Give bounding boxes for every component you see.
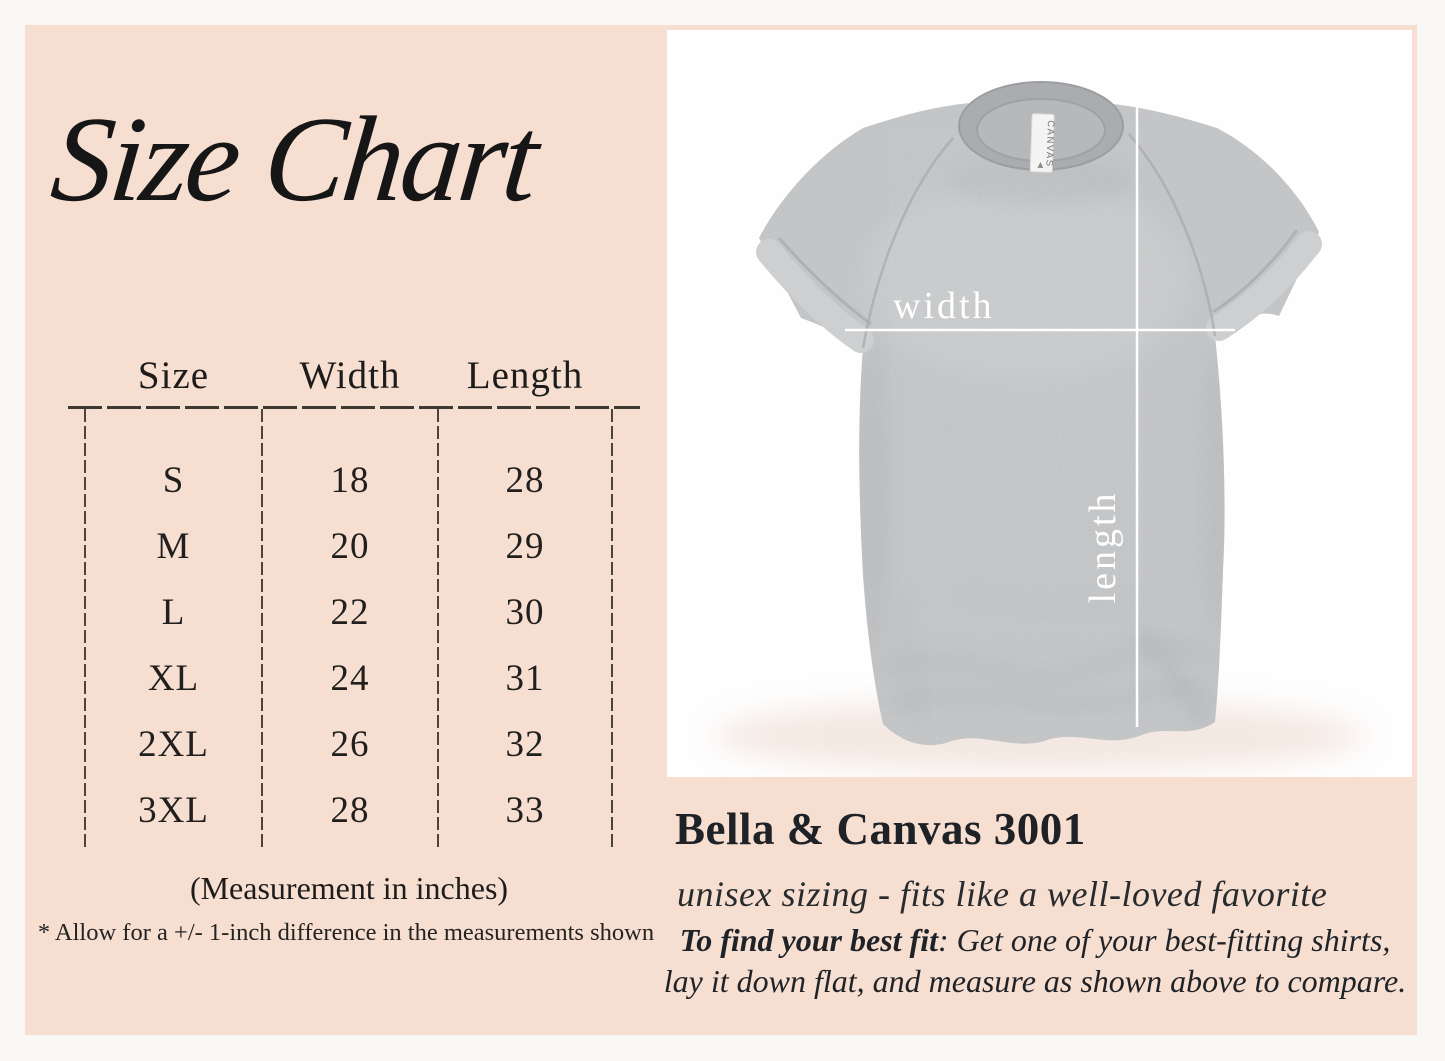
- cell-width: 18: [330, 459, 370, 501]
- fit-tip-line2: lay it down flat, and measure as shown above to compare.: [663, 963, 1407, 999]
- length-label: length: [1082, 490, 1124, 604]
- shirt-photo: [667, 30, 1412, 777]
- cell-size: S: [162, 459, 185, 501]
- tshirt-illustration: [667, 30, 1412, 777]
- cell-width: 20: [330, 525, 370, 567]
- cell-length: 30: [505, 591, 545, 633]
- col-header-length: Length: [466, 353, 584, 397]
- cell-size: XL: [147, 657, 200, 699]
- measurement-units-note: (Measurement in inches): [189, 870, 509, 906]
- cell-size: 2XL: [138, 723, 209, 765]
- fit-tip-lead: To find your best fit: [679, 922, 938, 958]
- cell-length: 32: [505, 723, 545, 765]
- width-label: width: [893, 285, 995, 327]
- size-table-header: [85, 347, 612, 403]
- neck-tag: [1030, 114, 1056, 173]
- fit-tip-line1: : Get one of your best-fitting shirts,: [937, 922, 1391, 958]
- cell-width: 24: [330, 657, 370, 699]
- tolerance-footnote: * Allow for a +/- 1-inch difference in the measurements shown: [37, 919, 655, 946]
- cell-length: 29: [505, 525, 545, 567]
- size-table-body: [85, 409, 612, 851]
- cell-size: L: [161, 591, 186, 633]
- product-name: Bella & Canvas 3001: [675, 804, 1086, 854]
- fit-tip: [650, 920, 1420, 1002]
- cell-size: M: [156, 525, 191, 567]
- peach-panel: [25, 25, 1417, 1035]
- cell-width: 26: [330, 723, 370, 765]
- col-header-width: Width: [299, 353, 401, 397]
- cell-length: 33: [505, 789, 545, 831]
- col-header-size: Size: [137, 353, 210, 397]
- page-title: Size Chart: [45, 92, 542, 227]
- neck-tag-label: CANVAS: [1043, 120, 1056, 168]
- cell-size: 3XL: [138, 789, 209, 831]
- product-tagline: unisex sizing - fits like a well-loved favorite: [677, 874, 1328, 914]
- cell-length: 28: [505, 459, 545, 501]
- cell-width: 28: [330, 789, 370, 831]
- cell-width: 22: [330, 591, 370, 633]
- cell-length: 31: [505, 657, 545, 699]
